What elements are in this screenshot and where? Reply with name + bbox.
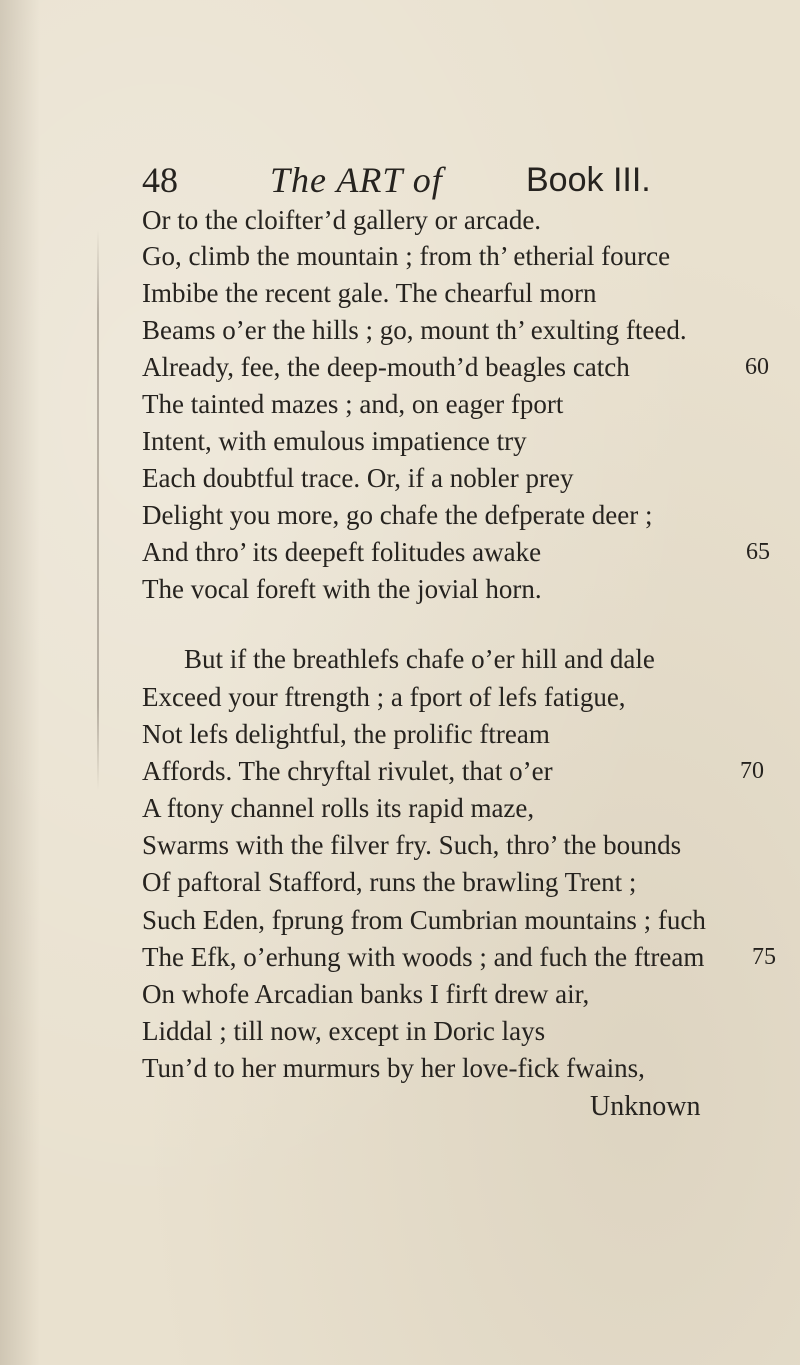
gutter-shadow: [0, 0, 40, 1365]
verse-line: Each doubtful trace. Or, if a nobler prey: [142, 463, 574, 493]
verse-line: But if the breathlefs chafe o’er hill and dale: [184, 644, 655, 674]
verse-line: Already, fee, the deep-mouth’d beagles catch: [142, 352, 630, 382]
line-number: 75: [752, 944, 776, 970]
verse-line: The vocal foreft with the jovial horn.: [142, 574, 542, 604]
verse-line: Such Eden, fprung from Cumbrian mountains ; fuch: [142, 905, 706, 935]
running-title: The ART of: [270, 160, 443, 200]
verse-line: Affords. The chryftal rivulet, that o’er: [142, 756, 553, 786]
verse-line: Swarms with the filver fry. Such, thro’ the bounds: [142, 830, 682, 860]
verse-line: Tun’d to her murmurs by her love-fick fwains,: [142, 1053, 645, 1083]
verse-line: Exceed your ftrength ; a fport of lefs fatigue,: [142, 682, 626, 712]
verse-line: A ftony channel rolls its rapid maze,: [142, 793, 535, 823]
catchword: Unknown: [590, 1091, 701, 1122]
verse-line: Intent, with emulous impatience try: [142, 426, 527, 456]
verse-line: Imbibe the recent gale. The chearful morn: [142, 278, 597, 308]
running-header: [142, 158, 782, 202]
verse-line: Not lefs delightful, the prolific ftream: [142, 719, 550, 749]
verse-line: On whofe Arcadian banks I firft drew air,: [142, 979, 590, 1009]
verse-line: Or to the cloifter’d gallery or arcade.: [142, 205, 542, 235]
book-label: Book III.: [526, 161, 651, 199]
verse-line: And thro’ its deepeft folitudes awake: [142, 537, 542, 567]
verse-line: Of paftoral Stafford, runs the brawling Trent ;: [142, 867, 637, 897]
verse-line: Beams o’er the hills ; go, mount th’ exulting fteed.: [142, 315, 687, 345]
line-number: 65: [746, 539, 770, 565]
verse-line: Delight you more, go chafe the defperate deer ;: [142, 500, 653, 530]
verse-line: The Efk, o’erhung with woods ; and fuch the ftream: [142, 942, 705, 972]
verse-line: Go, climb the mountain ; from th’ etherial fource: [142, 241, 671, 271]
page-number: 48: [142, 160, 178, 200]
line-number: 70: [740, 758, 764, 784]
line-number: 60: [745, 354, 769, 380]
verse-line: The tainted mazes ; and, on eager fport: [142, 389, 564, 419]
verse-line: Liddal ; till now, except in Doric lays: [142, 1016, 546, 1046]
gutter-line: [97, 230, 99, 790]
